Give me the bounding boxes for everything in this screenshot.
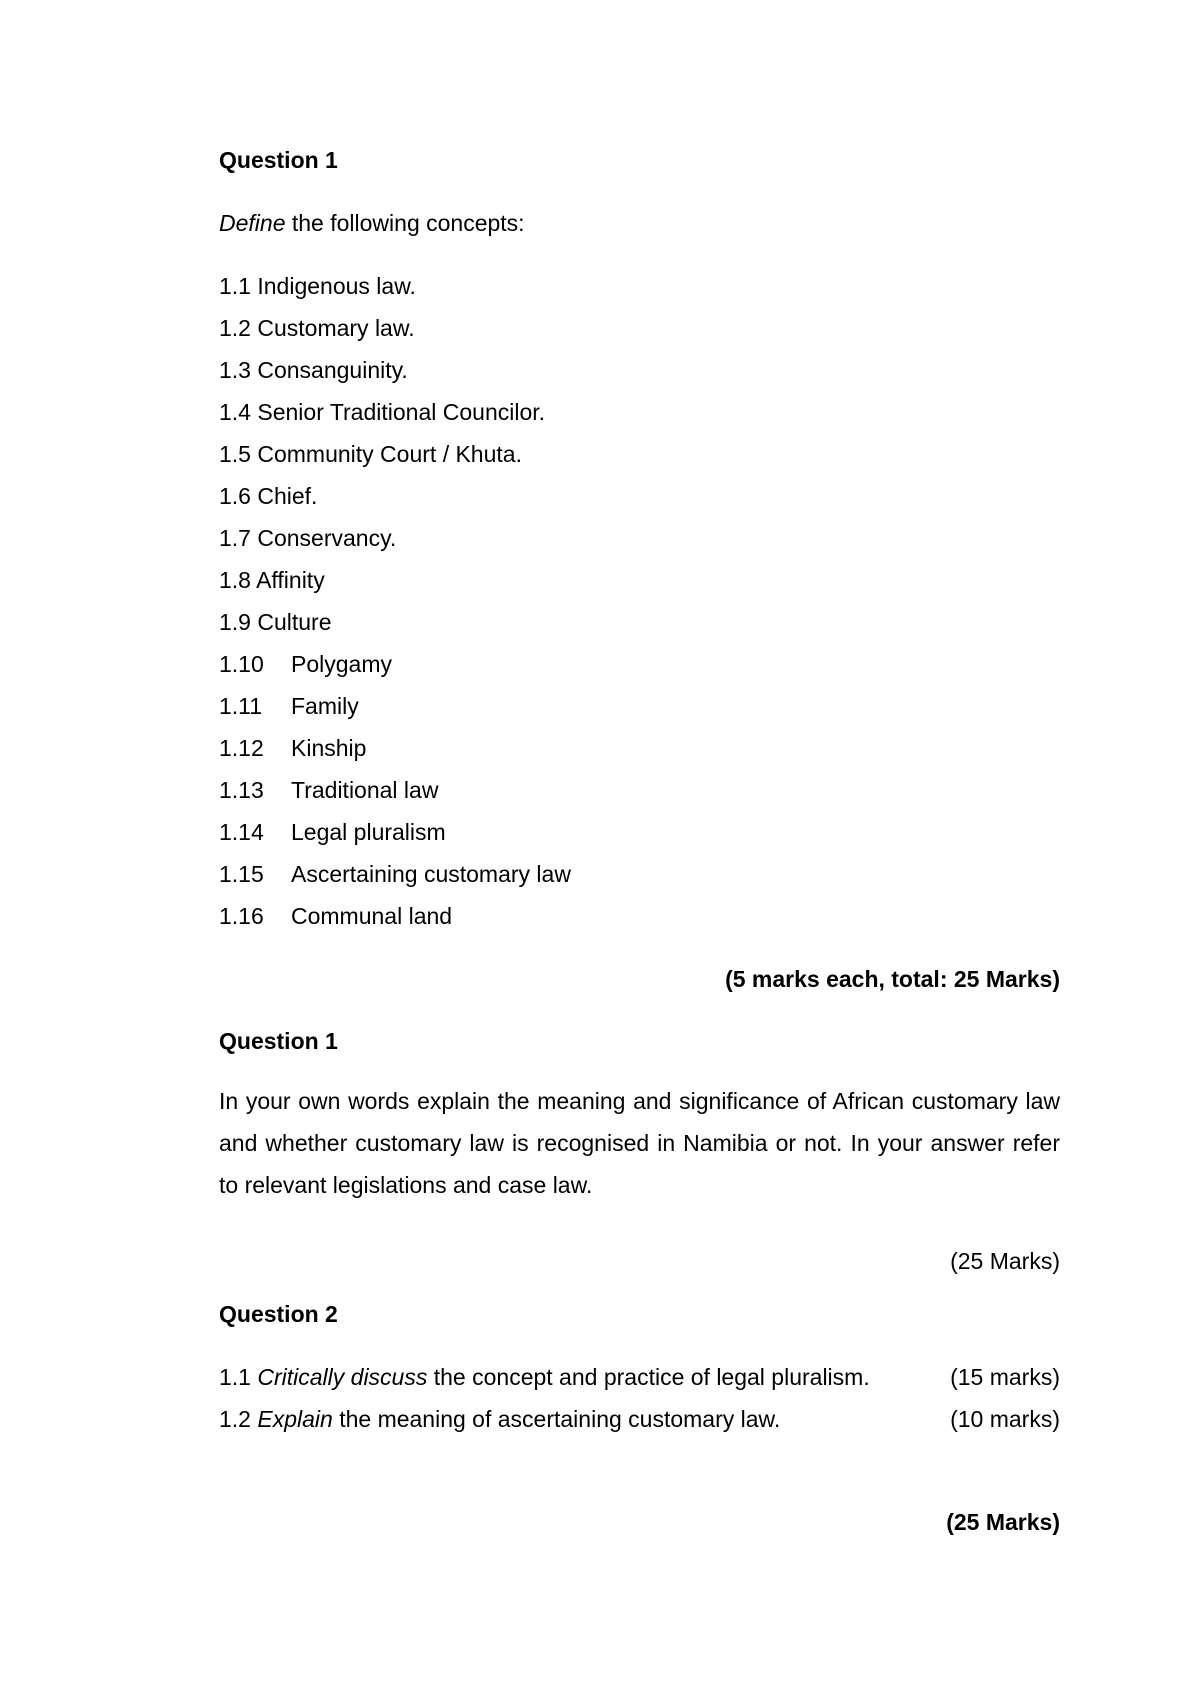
concept-item: 1.9 Culture: [219, 609, 332, 635]
concept-item: [219, 776, 438, 804]
question-1b-body: In your own words explain the meaning and significance of African customary law and whether customary law is recognised in Namibia or not. In your answer refer to relevant legislations and case law.: [219, 1088, 1060, 1198]
subquestion-row: [219, 1363, 1060, 1391]
subquestion-marks: (15 marks): [950, 1364, 1060, 1390]
subquestion-number: 1.2: [219, 1406, 258, 1432]
concept-number: 1.13: [219, 777, 264, 803]
question-1b-marks: (25 Marks): [950, 1248, 1060, 1274]
concept-text: Ascertaining customary law: [291, 861, 571, 887]
subquestion-text: the concept and practice of legal pluralism.: [427, 1364, 870, 1390]
concept-item: 1.1 Indigenous law.: [219, 273, 416, 299]
concept-number: 1.10: [219, 651, 264, 677]
subquestion-marks: (10 marks): [950, 1406, 1060, 1432]
subquestion-directive: Critically discuss: [257, 1364, 428, 1390]
concept-item: 1.2 Customary law.: [219, 315, 415, 341]
concept-item: [219, 860, 571, 888]
concept-text: Polygamy: [291, 651, 392, 677]
concept-text: Traditional law: [291, 777, 439, 803]
concept-number: 1.11: [219, 693, 263, 719]
concept-text: Kinship: [291, 735, 367, 761]
concept-item: [219, 692, 359, 720]
concept-number: 1.15: [219, 861, 264, 887]
question-2-heading: Question 2: [219, 1301, 338, 1327]
concept-item: [219, 902, 452, 930]
concept-item: 1.6 Chief.: [219, 483, 318, 509]
concept-item: 1.4 Senior Traditional Councilor.: [219, 399, 546, 425]
concept-number: 1.12: [219, 735, 264, 761]
subquestion-directive: Explain: [257, 1406, 333, 1432]
concept-text: Legal pluralism: [291, 819, 446, 845]
concept-item: 1.7 Conservancy.: [219, 525, 397, 551]
question-1-marks: (5 marks each, total: 25 Marks): [725, 966, 1060, 992]
concept-text: Communal land: [291, 903, 453, 929]
concept-item: [219, 734, 366, 762]
concept-item: [219, 818, 446, 846]
question-1-instruction: [219, 209, 525, 237]
subquestion-row: [219, 1405, 1060, 1433]
concept-item: 1.5 Community Court / Khuta.: [219, 441, 522, 467]
concept-number: 1.14: [219, 819, 264, 845]
concept-item: 1.8 Affinity: [219, 567, 325, 593]
concept-item: [219, 650, 392, 678]
subquestion-text: the meaning of ascertaining customary law.: [332, 1406, 781, 1432]
subquestion-number: 1.1: [219, 1364, 258, 1390]
concept-item: 1.3 Consanguinity.: [219, 357, 408, 383]
question-1-heading: Question 1: [219, 147, 338, 173]
instruction-emphasis: Define: [219, 210, 286, 236]
concept-number: 1.16: [219, 903, 264, 929]
question-2-total-marks: (25 Marks): [946, 1509, 1060, 1535]
instruction-text: the following concepts:: [285, 210, 525, 236]
concept-text: Family: [291, 693, 359, 719]
exam-page: [219, 0, 1060, 1696]
question-1b-heading: Question 1: [219, 1028, 338, 1054]
